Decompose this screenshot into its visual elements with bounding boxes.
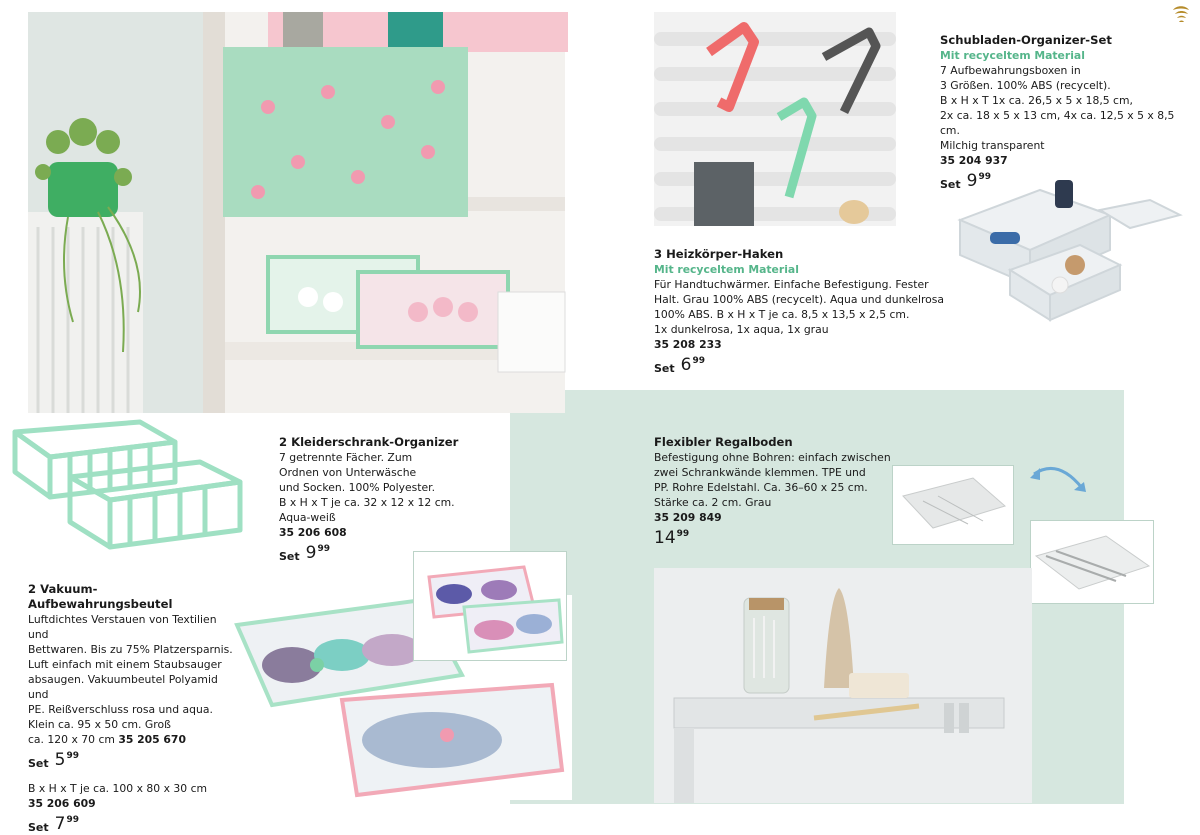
vacuum-bags-variant-line: B x H x T je ca. 100 x 80 x 30 cm [28, 782, 208, 795]
vacuum-bags-text-block [28, 582, 238, 835]
shelf-extended-frame [1030, 520, 1154, 604]
wardrobe-organizer-text-block [279, 435, 479, 564]
drawer-set-title: Schubladen-Organizer-Set [940, 33, 1112, 47]
price-integer: 7 [54, 814, 66, 834]
drawer-set-price [940, 172, 1180, 192]
drawer-set-article-number: 35 204 937 [940, 154, 1008, 167]
price-integer: 6 [680, 355, 692, 375]
vacuum-bags-desc-line: Luft einfach mit einem Staubsauger [28, 658, 222, 671]
shelf-collapsed-frame [892, 465, 1014, 545]
wardrobe-organizer-article-number: 35 206 608 [279, 526, 347, 539]
radiator-hooks-text-block [654, 247, 944, 376]
set-label: Set [28, 757, 49, 770]
vacuum-bags-article-number-2: 35 206 609 [28, 797, 96, 810]
radiator-hooks-subtitle: Mit recyceltem Material [654, 263, 799, 276]
drawer-set-desc-line: B x H x T 1x ca. 26,5 x 5 x 18,5 cm, [940, 94, 1133, 107]
wardrobe-organizer-desc-line: Aqua-weiß [279, 511, 336, 524]
radiator-hooks-photo [654, 12, 896, 226]
wardrobe-lifestyle-photo [28, 12, 565, 413]
set-label: Set [654, 362, 675, 375]
shelf-desc-line: Befestigung ohne Bohren: einfach zwischen [654, 451, 891, 464]
wardrobe-organizer-price [279, 544, 479, 564]
shelf-desc-line: zwei Schrankwände klemmen. TPE und [654, 466, 866, 479]
price-integer: 9 [966, 171, 978, 191]
wardrobe-organizer-title: 2 Kleiderschrank-Organizer [279, 435, 459, 449]
price-decimal: 99 [66, 751, 80, 761]
drawer-set-text-block [940, 33, 1180, 192]
shelf-text-block [654, 435, 894, 547]
drawer-set-desc-line: 3 Größen. 100% ABS (recycelt). [940, 79, 1111, 92]
vacuum-bags-desc-line: Bettwaren. Bis zu 75% Platzersparnis. [28, 643, 233, 656]
drawer-organizer-photo [950, 170, 1185, 340]
set-label: Set [940, 178, 961, 191]
vacuum-bags-size-line [28, 732, 238, 747]
price-decimal: 99 [317, 544, 331, 554]
vacuum-bags-article-number-1: 35 205 670 [118, 733, 186, 746]
radiator-hooks-price [654, 356, 944, 376]
shelf-lifestyle-photo [654, 568, 1032, 803]
shelf-desc-line: PP. Rohre Edelstahl. Ca. 36–60 x 25 cm. [654, 481, 868, 494]
radiator-hooks-article-number: 35 208 233 [654, 338, 722, 351]
shelf-desc-line: Stärke ca. 2 cm. Grau [654, 496, 772, 509]
vacuum-bags-price-1 [28, 751, 238, 771]
radiator-hooks-title: 3 Heizkörper-Haken [654, 247, 784, 261]
vacuum-bags-detail-frame [413, 551, 567, 661]
price-decimal: 99 [676, 529, 690, 539]
vacuum-bags-price-2 [28, 815, 238, 835]
vacuum-bags-desc-line: Luftdichtes Verstauen von Textilien und [28, 613, 217, 641]
vacuum-bags-desc-line: Klein ca. 95 x 50 cm. Groß [28, 718, 171, 731]
drawer-set-desc-line: 2x ca. 18 x 5 x 13 cm, 4x ca. 12,5 x 5 x 8,5 cm. [940, 109, 1175, 137]
wardrobe-organizer-desc-line: und Socken. 100% Polyester. [279, 481, 436, 494]
vacuum-bags-size: ca. 120 x 70 cm [28, 733, 115, 746]
wardrobe-organizer-desc-line: 7 getrennte Fächer. Zum [279, 451, 413, 464]
price-integer: 9 [305, 543, 317, 563]
vacuum-bags-desc-line: absaugen. Vakuumbeutel Polyamid und [28, 673, 218, 701]
set-label: Set [28, 821, 49, 834]
wardrobe-organizer-desc-line: B x H x T je ca. 32 x 12 x 12 cm. [279, 496, 455, 509]
radiator-hooks-desc-line: 100% ABS. B x H x T je ca. 8,5 x 13,5 x 2,5 cm. [654, 308, 910, 321]
wardrobe-organizer-desc-line: Ordnen von Unterwäsche [279, 466, 417, 479]
vacuum-bags-desc-line: PE. Reißverschluss rosa und aqua. [28, 703, 213, 716]
curved-double-arrow-icon [1028, 460, 1088, 500]
vacuum-bags-title: 2 Vakuum-Aufbewahrungsbeutel [28, 582, 173, 611]
price-integer: 14 [654, 528, 676, 548]
set-label: Set [279, 550, 300, 563]
drawer-set-desc-line: 7 Aufbewahrungsboxen in [940, 64, 1081, 77]
brand-logo-icon [1170, 4, 1192, 24]
shelf-price [654, 529, 894, 547]
wardrobe-organizer-photo [10, 412, 250, 562]
radiator-hooks-desc-line: Halt. Grau 100% ABS (recycelt). Aqua und dunkelrosa [654, 293, 944, 306]
drawer-set-subtitle: Mit recyceltem Material [940, 49, 1085, 62]
shelf-article-number: 35 209 849 [654, 511, 722, 524]
price-decimal: 99 [692, 356, 706, 366]
price-decimal: 99 [978, 172, 992, 182]
drawer-set-desc-line: Milchig transparent [940, 139, 1045, 152]
radiator-hooks-desc-line: Für Handtuchwärmer. Einfache Befestigung. Fester [654, 278, 929, 291]
price-integer: 5 [54, 750, 66, 770]
radiator-hooks-desc-line: 1x dunkelrosa, 1x aqua, 1x grau [654, 323, 829, 336]
shelf-title: Flexibler Regalboden [654, 435, 793, 449]
price-decimal: 99 [66, 815, 80, 825]
